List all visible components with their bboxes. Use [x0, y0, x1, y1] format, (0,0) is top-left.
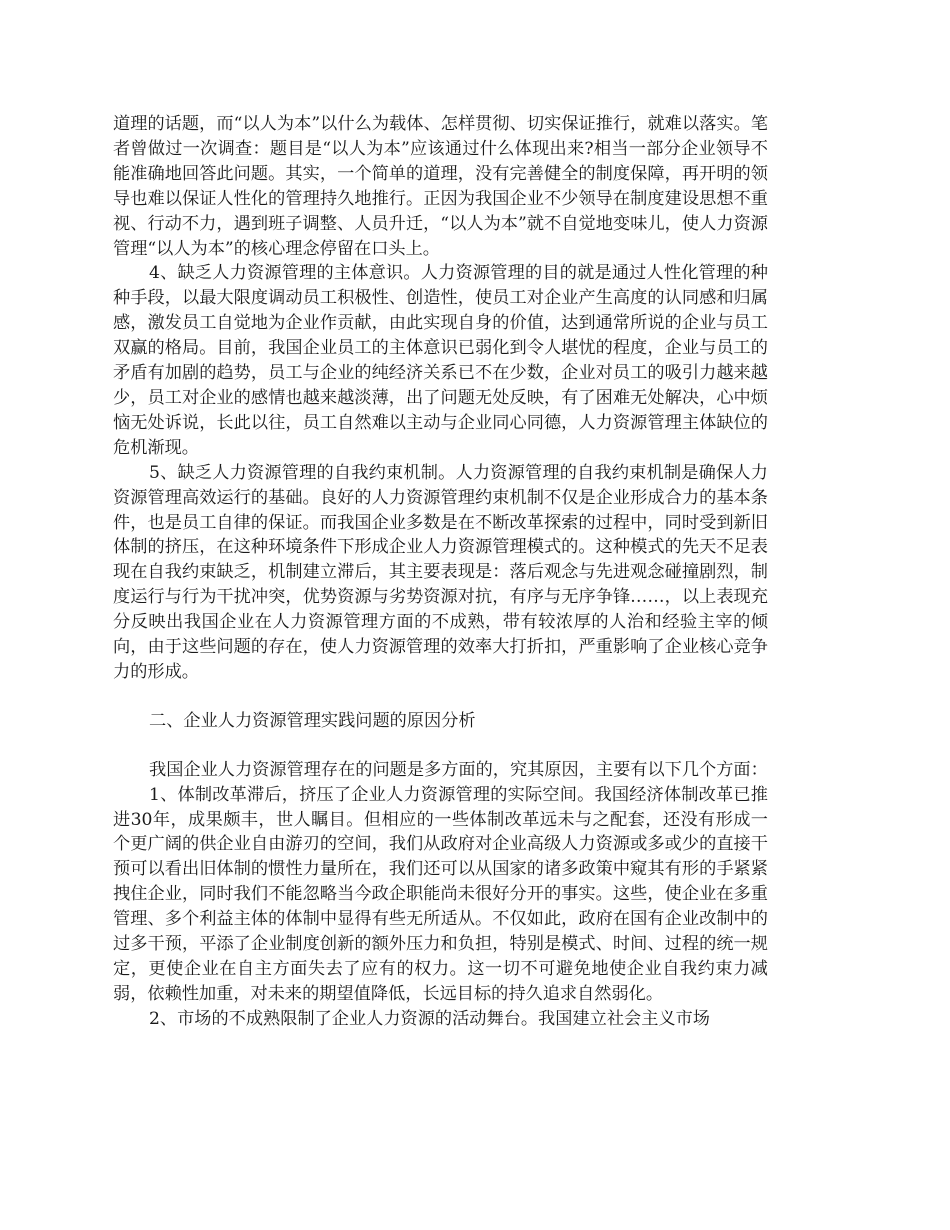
- paragraph-cause-2: 2、市场的不成熟限制了企业人力资源的活动舞台。我国建立社会主义市场: [149, 1008, 710, 1029]
- document-body: [113, 112, 768, 1032]
- paragraph-item-4: 4、缺乏人力资源管理的主体意识。人力资源管理的目的就是通过人性化管理的种种手段，以最大限度调动员工积极性、创造性，使员工对企业产生高度的认同感和归属感，激发员工自觉地为企业作贡献，由此实现自身的价值，达到通常所说的企业与员工双赢的格局。目前，我国企业员工的主体意识已弱化到令人堪忧的程度，企业与员工的矛盾有加剧的趋势，员工与企业的纯经济关系已不在少数，企业对员工的吸引力越来越少，员工对企业的感情也越来越淡薄，出了问题无处反映，有了困难无处解决，心中烦恼无处诉说，长此以往，员工自然难以主动与企业同心同德，人力资源管理主体缺位的危机渐现。: [113, 263, 768, 458]
- paragraph-cause-1: 1、体制改革滞后，挤压了企业人力资源管理的实际空间。我国经济体制改革已推进30年，成果颇丰，世人瞩目。但相应的一些体制改革远未与之配套，还没有形成一个更广阔的供企业自由游刃的空间，我们从政府对企业高级人力资源或多或少的直接干预可以看出旧体制的惯性力量所在，我们还可以从国家的诸多政策中窥其有形的手紧紧拽住企业，同时我们不能忽略当今政企职能尚未很好分开的事实。这些，使企业在多重管理、多个利益主体的体制中显得有些无所适从。不仅如此，政府在国有企业改制中的过多干预，平添了企业制度创新的额外压力和负担，特别是模式、时间、过程的统一规定，更使企业在自主方面失去了应有的权力。这一切不可避免地使企业自我约束力减弱，依赖性加重，对未来的期望值降低，长远目标的持久追求自然弱化。: [113, 784, 768, 1004]
- paragraph-item-5: 5、缺乏人力资源管理的自我约束机制。人力资源管理的自我约束机制是确保人力资源管理高效运行的基础。良好的人力资源管理约束机制不仅是企业形成合力的基本条件，也是员工自律的保证。而我国企业多数是在不断改革探索的过程中，同时受到新旧体制的挤压，在这种环境条件下形成企业人力资源管理模式的。这种模式的先天不足表现在自我约束缺乏，机制建立滞后，其主要表现是：落后观念与先进观念碰撞剧烈，制度运行与行为干扰冲突，优势资源与劣势资源对抗，有序与无序争锋……，以上表现充分反映出我国企业在人力资源管理方面的不成熟，带有较浓厚的人治和经验主宰的倾向，由于这些问题的存在，使人力资源管理的效率大打折扣，严重影响了企业核心竞争力的形成。: [113, 462, 768, 682]
- paragraph-continuation: 道理的话题，而“以人为本”以什么为载体、怎样贯彻、切实保证推行，就难以落实。笔者曾做过一次调查：题目是“以人为本”应该通过什么体现出来?相当一部分企业领导不能准确地回答此问题。其实，一个简单的道理，没有完善健全的制度保障，再开明的领导也难以保证人性化的管理持久地推行。正因为我国企业不少领导在制度建设思想不重视、行动不力，遇到班子调整、人员升迁，“以人为本”就不自觉地变味儿，使人力资源管理“以人为本”的核心理念停留在口头上。: [113, 114, 768, 259]
- paragraph-intro: 我国企业人力资源管理存在的问题是多方面的，究其原因，主要有以下几个方面：: [149, 759, 768, 780]
- section-heading: 二、企业人力资源管理实践问题的原因分析: [149, 710, 476, 731]
